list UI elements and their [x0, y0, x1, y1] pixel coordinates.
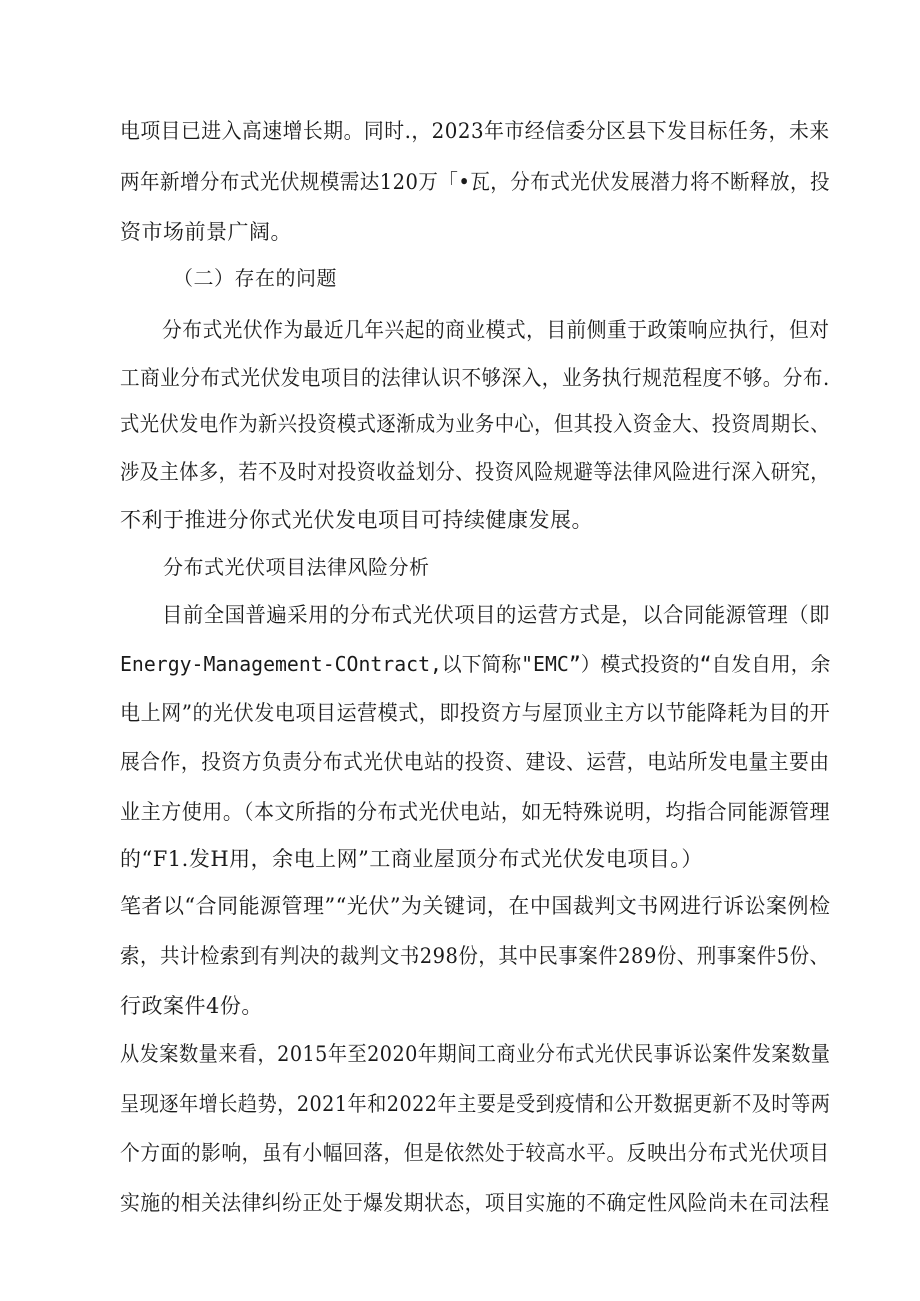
paragraph-5-line-1: 从发案数量来看，2015年至2020年期间工商业分布式光伏民事诉讼案件发案数量	[120, 1042, 831, 1066]
paragraph-3-line-2: Energy-Management-COntract,以下简称"EMC”）模式投资的“自发自用，余	[120, 652, 831, 676]
paragraph-3-line-5: 业主方使用。（本文所指的分布式光伏电站，如无特殊说明，均指合同能源管理	[120, 800, 831, 824]
paragraph-1-line-2: 两年新增分布式光伏规模需达120万「•瓦，分布式光伏发展潜力将不断释放，投	[120, 170, 830, 194]
paragraph-2-line-3: 式光伏发电作为新兴投资模式逐渐成为业务中心，但其投入资金大、投资周期长、	[120, 412, 830, 436]
paragraph-3-line-6: 的“F1.发H用，余电上网”工商业屋顶分布式光伏发电项目。）	[120, 847, 703, 871]
section-heading-legal-risk-analysis: 分布式光伏项目法律风险分析	[163, 555, 430, 579]
paragraph-1-line-1: 电项目已进入高速增长期。同时.，2023年市经信委分区县下发目标任务，未来	[120, 119, 830, 143]
paragraph-4-line-2: 索，共计检索到有判决的裁判文书298份，其中民事案件289份、刑事案件5份、	[120, 944, 830, 968]
paragraph-3-line-3: 电上网”的光伏发电项目运营模式，即投资方与屋顶业主方以节能降耗为目的开	[120, 701, 831, 725]
paragraph-3-line-4: 展合作，投资方负责分布式光伏电站的投资、建设、运营，电站所发电量主要由	[120, 750, 830, 774]
paragraph-5-line-2: 呈现逐年增长趋势，2021年和2022年主要是受到疫情和公开数据更新不及时等两	[120, 1092, 831, 1116]
paragraph-1-line-3: 资市场前景广阔。	[120, 220, 292, 244]
paragraph-4-line-1: 笔者以“合同能源管理”“光伏”为关键词，在中国裁判文书网进行诉讼案例检	[120, 894, 831, 918]
section-heading-existing-problems: （二）存在的问题	[173, 266, 337, 290]
paragraph-2-line-1: 分布式光伏作为最近几年兴起的商业模式，目前侧重于政策响应执行，但对	[162, 318, 830, 342]
paragraph-5-line-3: 个方面的影响，虽有小幅回落，但是依然处于较高水平。反映出分布式光伏项目	[120, 1141, 830, 1165]
paragraph-2-line-4: 涉及主体多，若不及时对投资收益划分、投资风险规避等法律风险进行深入研究，	[120, 460, 830, 484]
paragraph-3-line-1: 目前全国普遍采用的分布式光伏项目的运营方式是，以合同能源管理（即	[162, 603, 830, 627]
paragraph-4-line-3: 行政案件4份。	[120, 994, 263, 1018]
paragraph-5-line-4: 实施的相关法律纠纷正处于爆发期状态，项目实施的不确定性风险尚未在司法程	[120, 1191, 830, 1215]
paragraph-2-line-5: 不利于推进分你式光伏发电项目可持续健康发展。	[120, 508, 593, 532]
paragraph-2-line-2: 工商业分布式光伏发电项目的法律认识不够深入，业务执行规范程度不够。分布.	[120, 366, 830, 390]
